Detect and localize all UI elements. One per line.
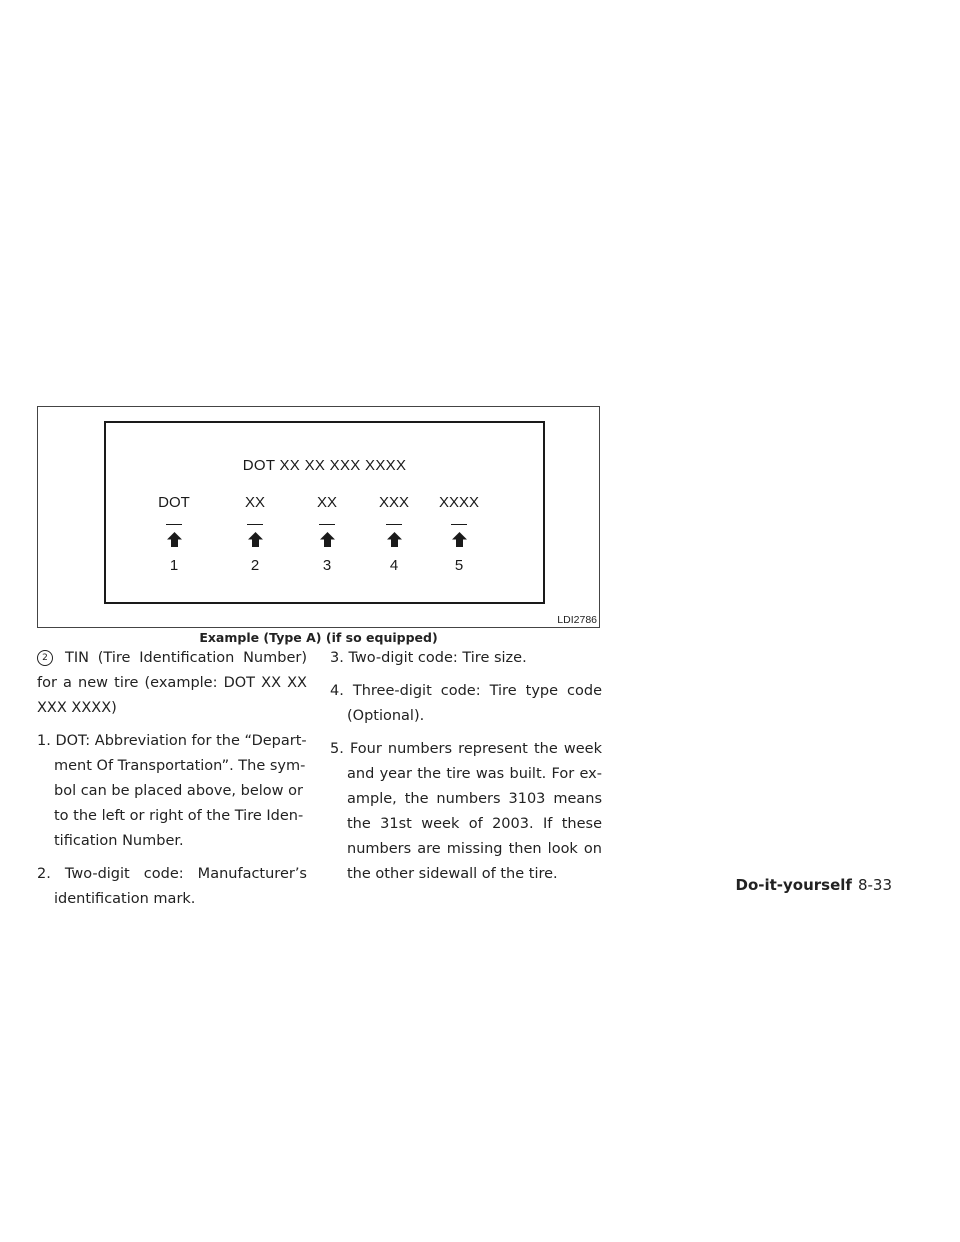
list-item: 5. Four numbers represent the week and year the tire was built. For ex-ample, the numbers 3103 means the 31st week of 2003. If these numbers are missing then look on the other sidewall of the tire. [330, 741, 602, 882]
up-arrow-icon [248, 532, 263, 547]
tin-example-line: DOT XX XX XXX XXXX [242, 457, 407, 474]
text-column-right [330, 646, 602, 895]
segment-number: 1 [169, 557, 179, 574]
tin-diagram-box [104, 421, 545, 604]
underline-mark [386, 524, 402, 525]
list-item: 2. Two-digit code: Manufacturer’s identification mark. [37, 866, 307, 907]
segment-number: 2 [250, 557, 260, 574]
tin-segment-5 [424, 494, 494, 574]
segment-label: XX [316, 494, 337, 511]
up-arrow-icon [167, 532, 182, 547]
figure-code: LDI2786 [557, 614, 597, 626]
tin-figure [37, 406, 600, 628]
list-item: 4. Three-digit code: Tire type code (Optional). [330, 683, 602, 724]
segment-label: DOT [158, 494, 190, 511]
page-number: 8-33 [857, 876, 892, 894]
list-item: 3. Two-digit code: Tire size. [330, 650, 527, 666]
underline-mark [166, 524, 182, 525]
segment-number: 5 [454, 557, 464, 574]
segment-number: 3 [322, 557, 332, 574]
underline-mark [451, 524, 467, 525]
segment-label: XXX [378, 494, 409, 511]
up-arrow-icon [320, 532, 335, 547]
tin-intro-text: TIN (Tire Identification Number) for a new tire (example: DOT XX XX XXX XXXX) [37, 650, 307, 716]
footer-section-title: Do-it-yourself [735, 876, 852, 894]
up-arrow-icon [387, 532, 402, 547]
text-column-left [37, 646, 307, 920]
segment-label: XX [244, 494, 265, 511]
tin-segment-4 [359, 494, 429, 574]
callout-number-icon: 2 [37, 650, 53, 666]
list-item: 1. DOT: Abbreviation for the “Depart-ment Of Transportation”. The sym-bol can be placed above, below or to the left or right of the Tire Iden-tification Number. [37, 733, 307, 849]
underline-mark [247, 524, 263, 525]
tin-segment-2 [220, 494, 290, 574]
page-footer [736, 876, 893, 894]
tin-intro-paragraph [37, 646, 307, 721]
tin-segment-1 [139, 494, 209, 574]
underline-mark [319, 524, 335, 525]
tin-segment-3 [292, 494, 362, 574]
up-arrow-icon [452, 532, 467, 547]
segment-number: 4 [389, 557, 399, 574]
figure-caption: Example (Type A) (if so equipped) [199, 630, 438, 645]
segment-label: XXXX [438, 494, 480, 511]
